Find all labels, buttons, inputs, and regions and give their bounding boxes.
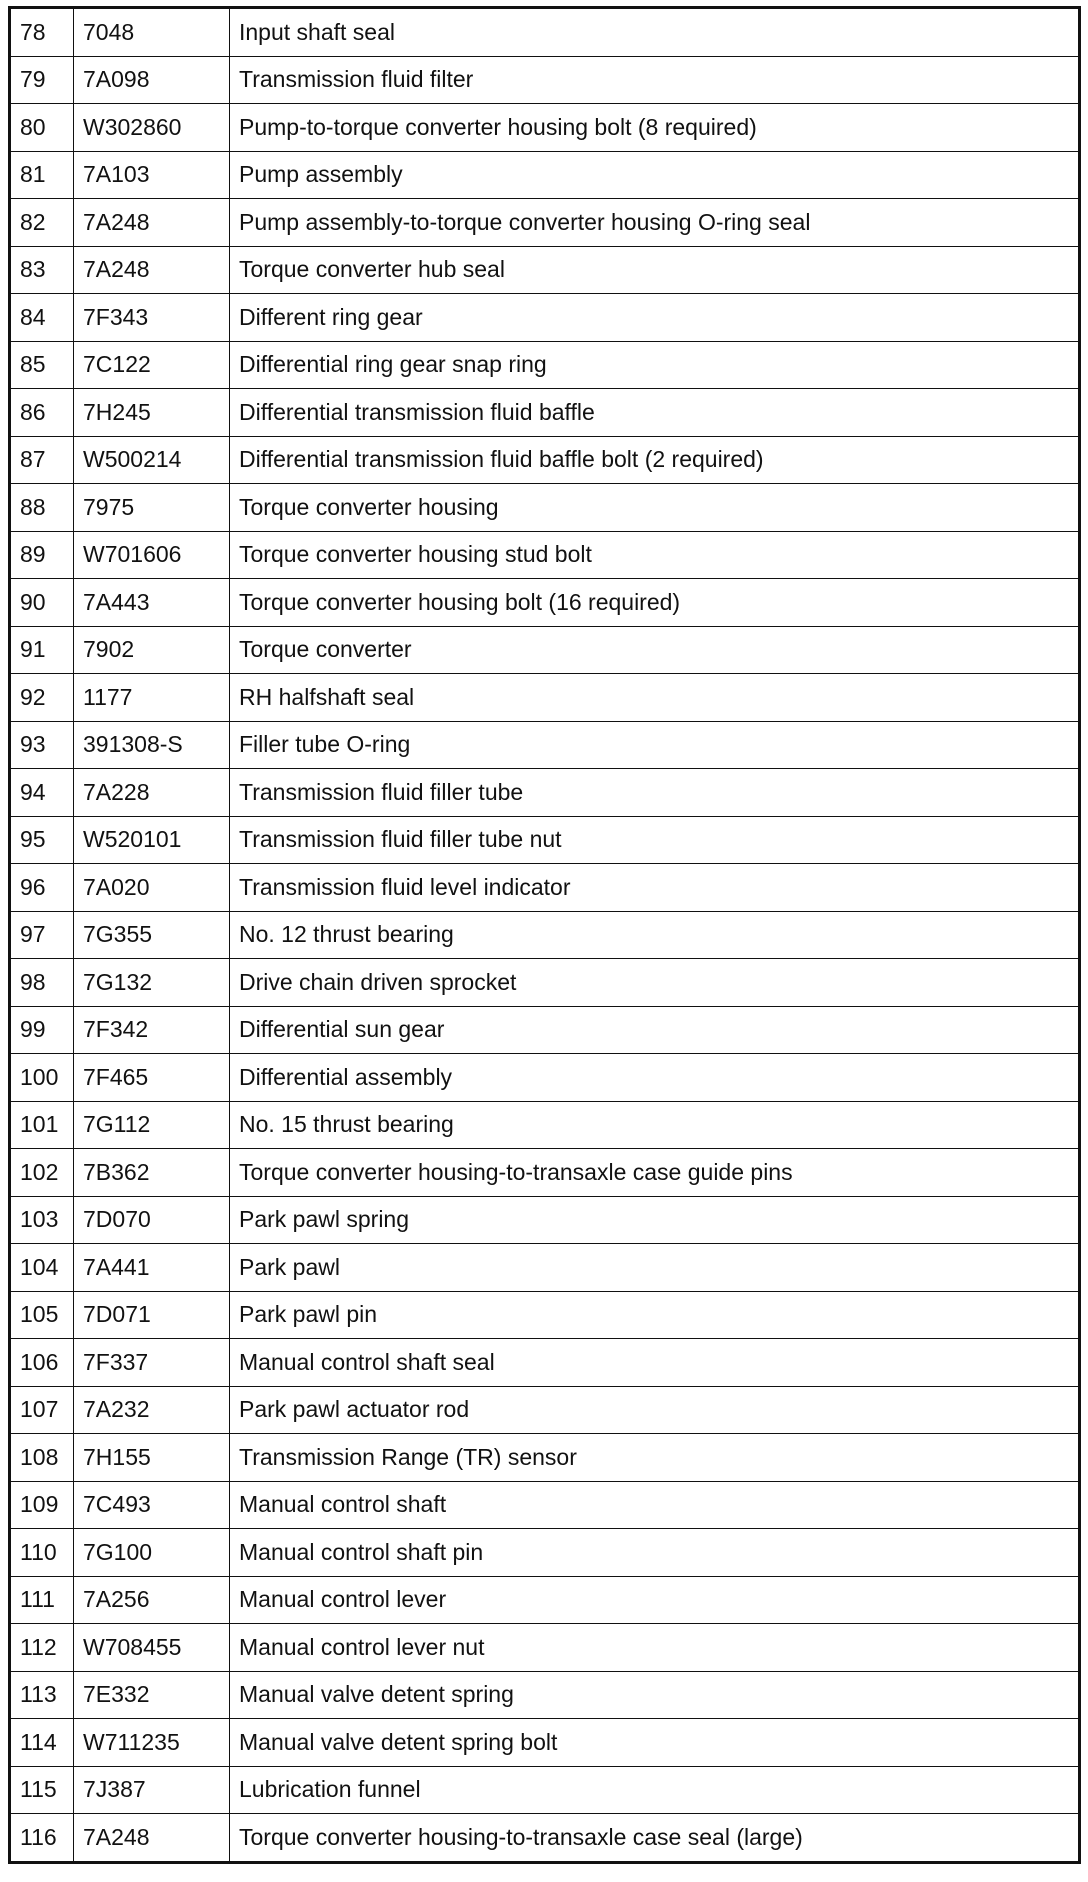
- table-row: [10, 769, 1080, 817]
- table-row: [10, 1766, 1080, 1814]
- description-cell: Manual control shaft: [230, 1481, 1080, 1529]
- item-number-cell: 109: [10, 1481, 74, 1529]
- table-row: [10, 199, 1080, 247]
- table-row: [10, 816, 1080, 864]
- table-row: [10, 1576, 1080, 1624]
- part-number-cell: 7G355: [74, 911, 230, 959]
- description-cell: Manual control shaft pin: [230, 1529, 1080, 1577]
- item-number-cell: 100: [10, 1054, 74, 1102]
- item-number-cell: 83: [10, 246, 74, 294]
- item-number-cell: 110: [10, 1529, 74, 1577]
- item-number-cell: 90: [10, 579, 74, 627]
- description-cell: Different ring gear: [230, 294, 1080, 342]
- table-row: [10, 151, 1080, 199]
- table-row: [10, 341, 1080, 389]
- item-number-cell: 95: [10, 816, 74, 864]
- part-number-cell: 391308-S: [74, 721, 230, 769]
- part-number-cell: W302860: [74, 104, 230, 152]
- description-cell: Torque converter hub seal: [230, 246, 1080, 294]
- description-cell: Manual valve detent spring bolt: [230, 1719, 1080, 1767]
- item-number-cell: 111: [10, 1576, 74, 1624]
- item-number-cell: 108: [10, 1434, 74, 1482]
- part-number-cell: 7A248: [74, 199, 230, 247]
- table-row: [10, 1339, 1080, 1387]
- table-row: [10, 436, 1080, 484]
- description-cell: Torque converter housing-to-transaxle case guide pins: [230, 1149, 1080, 1197]
- description-cell: No. 12 thrust bearing: [230, 911, 1080, 959]
- part-number-cell: 7B362: [74, 1149, 230, 1197]
- part-number-cell: 7A103: [74, 151, 230, 199]
- description-cell: Transmission Range (TR) sensor: [230, 1434, 1080, 1482]
- item-number-cell: 97: [10, 911, 74, 959]
- table-row: [10, 56, 1080, 104]
- part-number-cell: 7A248: [74, 246, 230, 294]
- description-cell: Transmission fluid level indicator: [230, 864, 1080, 912]
- item-number-cell: 88: [10, 484, 74, 532]
- parts-document: [8, 6, 1078, 1876]
- part-number-cell: 7H155: [74, 1434, 230, 1482]
- part-number-cell: 7E332: [74, 1671, 230, 1719]
- part-number-cell: 7A228: [74, 769, 230, 817]
- item-number-cell: 114: [10, 1719, 74, 1767]
- description-cell: Differential sun gear: [230, 1006, 1080, 1054]
- description-cell: RH halfshaft seal: [230, 674, 1080, 722]
- table-row: [10, 531, 1080, 579]
- table-row: [10, 1149, 1080, 1197]
- description-cell: Filler tube O-ring: [230, 721, 1080, 769]
- table-row: [10, 626, 1080, 674]
- item-number-cell: 80: [10, 104, 74, 152]
- part-number-cell: 1177: [74, 674, 230, 722]
- description-cell: Park pawl pin: [230, 1291, 1080, 1339]
- part-number-cell: 7F343: [74, 294, 230, 342]
- description-cell: Torque converter: [230, 626, 1080, 674]
- table-row: [10, 1196, 1080, 1244]
- table-row: [10, 1624, 1080, 1672]
- description-cell: Pump assembly: [230, 151, 1080, 199]
- part-number-cell: 7A098: [74, 56, 230, 104]
- description-cell: Torque converter housing bolt (16 required): [230, 579, 1080, 627]
- description-cell: Transmission fluid filter: [230, 56, 1080, 104]
- item-number-cell: 82: [10, 199, 74, 247]
- table-row: [10, 1386, 1080, 1434]
- description-cell: Differential assembly: [230, 1054, 1080, 1102]
- description-cell: Manual control lever: [230, 1576, 1080, 1624]
- table-row: [10, 579, 1080, 627]
- description-cell: Torque converter housing stud bolt: [230, 531, 1080, 579]
- part-number-cell: 7975: [74, 484, 230, 532]
- description-cell: Input shaft seal: [230, 8, 1080, 57]
- table-row: [10, 864, 1080, 912]
- item-number-cell: 81: [10, 151, 74, 199]
- item-number-cell: 116: [10, 1814, 74, 1863]
- part-number-cell: 7A248: [74, 1814, 230, 1863]
- part-number-cell: W708455: [74, 1624, 230, 1672]
- part-number-cell: 7A443: [74, 579, 230, 627]
- table-row: [10, 1006, 1080, 1054]
- table-row: [10, 1529, 1080, 1577]
- table-row: [10, 911, 1080, 959]
- item-number-cell: 101: [10, 1101, 74, 1149]
- table-row: [10, 674, 1080, 722]
- table-row: [10, 246, 1080, 294]
- description-cell: Park pawl: [230, 1244, 1080, 1292]
- item-number-cell: 87: [10, 436, 74, 484]
- table-row: [10, 1814, 1080, 1863]
- item-number-cell: 103: [10, 1196, 74, 1244]
- description-cell: No. 15 thrust bearing: [230, 1101, 1080, 1149]
- part-number-cell: W500214: [74, 436, 230, 484]
- item-number-cell: 94: [10, 769, 74, 817]
- item-number-cell: 91: [10, 626, 74, 674]
- item-number-cell: 107: [10, 1386, 74, 1434]
- description-cell: Differential transmission fluid baffle bolt (2 required): [230, 436, 1080, 484]
- table-row: [10, 104, 1080, 152]
- item-number-cell: 84: [10, 294, 74, 342]
- part-number-cell: W701606: [74, 531, 230, 579]
- part-number-cell: 7C122: [74, 341, 230, 389]
- item-number-cell: 115: [10, 1766, 74, 1814]
- part-number-cell: 7D070: [74, 1196, 230, 1244]
- part-number-cell: 7A256: [74, 1576, 230, 1624]
- description-cell: Pump assembly-to-torque converter housing O-ring seal: [230, 199, 1080, 247]
- item-number-cell: 112: [10, 1624, 74, 1672]
- item-number-cell: 93: [10, 721, 74, 769]
- item-number-cell: 102: [10, 1149, 74, 1197]
- table-row: [10, 1054, 1080, 1102]
- part-number-cell: 7F342: [74, 1006, 230, 1054]
- part-number-cell: 7G112: [74, 1101, 230, 1149]
- table-row: [10, 1244, 1080, 1292]
- item-number-cell: 79: [10, 56, 74, 104]
- part-number-cell: 7J387: [74, 1766, 230, 1814]
- part-number-cell: 7F337: [74, 1339, 230, 1387]
- part-number-cell: 7G100: [74, 1529, 230, 1577]
- table-row: [10, 1671, 1080, 1719]
- description-cell: Transmission fluid filler tube nut: [230, 816, 1080, 864]
- item-number-cell: 89: [10, 531, 74, 579]
- description-cell: Transmission fluid filler tube: [230, 769, 1080, 817]
- table-row: [10, 8, 1080, 57]
- part-number-cell: 7F465: [74, 1054, 230, 1102]
- description-cell: Pump-to-torque converter housing bolt (8 required): [230, 104, 1080, 152]
- table-row: [10, 1719, 1080, 1767]
- table-row: [10, 1434, 1080, 1482]
- parts-table-body: [10, 8, 1080, 1863]
- item-number-cell: 113: [10, 1671, 74, 1719]
- part-number-cell: W711235: [74, 1719, 230, 1767]
- item-number-cell: 78: [10, 8, 74, 57]
- table-row: [10, 294, 1080, 342]
- description-cell: Differential transmission fluid baffle: [230, 389, 1080, 437]
- description-cell: Park pawl actuator rod: [230, 1386, 1080, 1434]
- part-number-cell: 7D071: [74, 1291, 230, 1339]
- part-number-cell: 7A020: [74, 864, 230, 912]
- parts-table: [8, 6, 1081, 1864]
- item-number-cell: 106: [10, 1339, 74, 1387]
- item-number-cell: 86: [10, 389, 74, 437]
- table-row: [10, 389, 1080, 437]
- item-number-cell: 96: [10, 864, 74, 912]
- description-cell: Manual valve detent spring: [230, 1671, 1080, 1719]
- part-number-cell: 7G132: [74, 959, 230, 1007]
- item-number-cell: 105: [10, 1291, 74, 1339]
- table-row: [10, 959, 1080, 1007]
- description-cell: Torque converter housing: [230, 484, 1080, 532]
- item-number-cell: 92: [10, 674, 74, 722]
- part-number-cell: 7C493: [74, 1481, 230, 1529]
- part-number-cell: 7902: [74, 626, 230, 674]
- table-row: [10, 1481, 1080, 1529]
- table-row: [10, 721, 1080, 769]
- part-number-cell: W520101: [74, 816, 230, 864]
- item-number-cell: 85: [10, 341, 74, 389]
- table-row: [10, 1101, 1080, 1149]
- item-number-cell: 99: [10, 1006, 74, 1054]
- table-row: [10, 484, 1080, 532]
- description-cell: Drive chain driven sprocket: [230, 959, 1080, 1007]
- part-number-cell: 7A232: [74, 1386, 230, 1434]
- item-number-cell: 104: [10, 1244, 74, 1292]
- description-cell: Lubrication funnel: [230, 1766, 1080, 1814]
- description-cell: Torque converter housing-to-transaxle case seal (large): [230, 1814, 1080, 1863]
- part-number-cell: 7048: [74, 8, 230, 57]
- description-cell: Manual control shaft seal: [230, 1339, 1080, 1387]
- part-number-cell: 7A441: [74, 1244, 230, 1292]
- description-cell: Manual control lever nut: [230, 1624, 1080, 1672]
- part-number-cell: 7H245: [74, 389, 230, 437]
- description-cell: Park pawl spring: [230, 1196, 1080, 1244]
- table-row: [10, 1291, 1080, 1339]
- description-cell: Differential ring gear snap ring: [230, 341, 1080, 389]
- item-number-cell: 98: [10, 959, 74, 1007]
